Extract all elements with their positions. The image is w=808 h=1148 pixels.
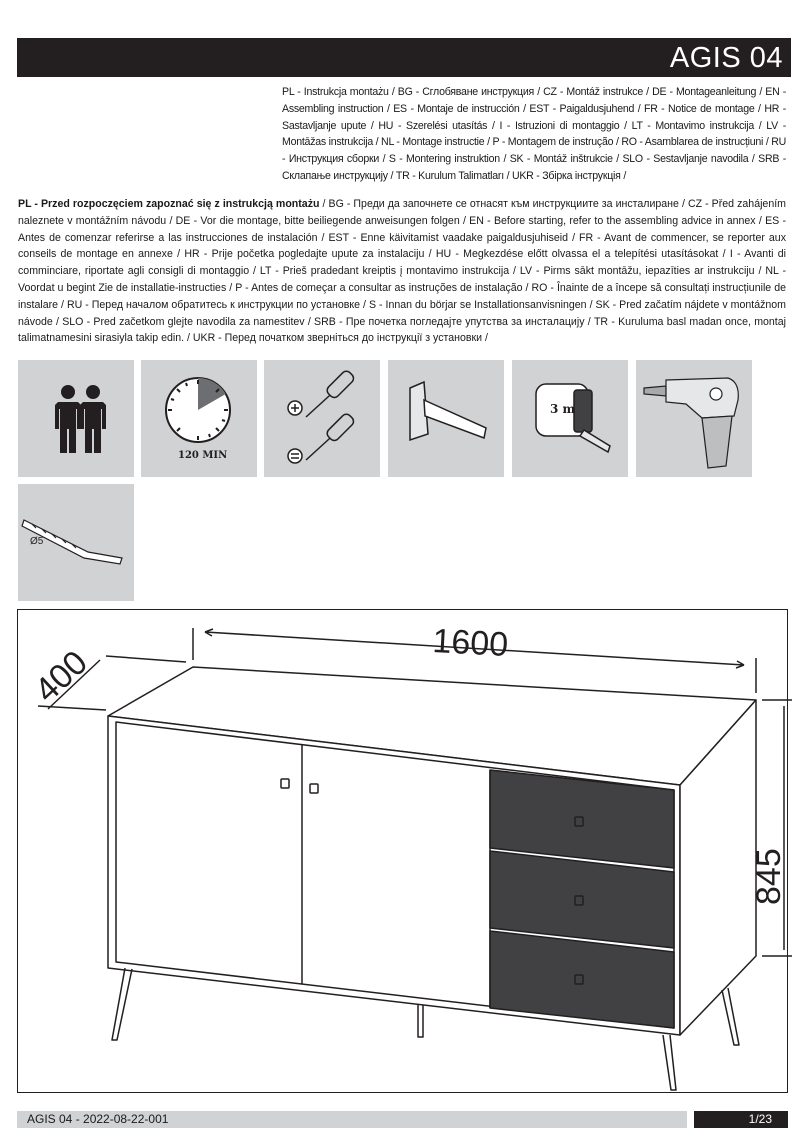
footer-doc-code-bar: [17, 1111, 687, 1128]
width-dimension: 1600: [431, 622, 510, 664]
drill-bit-label: Ø5: [30, 536, 44, 547]
height-dimension: 845: [750, 848, 788, 905]
intro-lead: PL - Przed rozpoczęciem zapoznać się z instrukcją montażu: [18, 198, 320, 210]
time-label: 120 MIN: [178, 450, 228, 461]
languages-list: PL - Instrukcja montażu / BG - Сглобяване инструкция / CZ - Montáž instrukce / DE - Montageanleitung / EN - Assembling instruction / ES - Montaje de instrucción / EST - Paigaldusjuhend / FR - Notice de montage / HR - Sastavljanje upute / HU - Szerelési utasítás / I - Istruzioni di montaggio / LT - Montavimo instrukcija / LV - Montāžas instrukcija / NL - Montage instructie / P - Montagem de instrução / RO - Asamblarea de instrucțiuni / RU - Инструкция сборки / S - Montering instruktion / SK - Montáž inštrukcie / SLO - Sestavljanje navodila / SRB - Склапање инструкцију / TR - Kurulum Talimatları / UKR - Збірка інструкція /: [282, 86, 787, 182]
depth-dimension: 400: [27, 643, 95, 710]
footer-doc-code: AGIS 04 - 2022-08-22-001: [27, 1112, 169, 1126]
page-number: 1/23: [748, 1112, 772, 1126]
tape-label: 3 m: [550, 402, 576, 416]
document-title: AGIS 04: [669, 42, 783, 74]
intro-rest: / BG - Преди да започнете се отнасят към инструкциите за инсталиране / CZ - Před zahájením naleznete v montážním návodu / DE - Vor die montage, bitte beiliegende anweisungen folgen / EN - Before starting, refer to the assembling advice in annex / ES - Antes de comenzar referirse a las instrucciones de instalación / EST - Enne käivitamist vaadake paigaldusjuhiseid / FR - Avant de commencer, se reporter aux conseils de montage en annexe / HR - Prije početka pogledajte upute za instalaciju / HU - Megkezdése előtt olvassa el a telepítési utasításokat / I - Avanti di comminciare, riportate agli consigli di montaggio / LT - Prieš pradedant kreiptis į montavimo instrukcija / LV - Pirms sākt montāžu, iepazīties ar instrukciju / NL - Voordat u begint Zie de installatie-instructies / P - Antes de começar a consultar as instruções de instalação / RO - Înainte de a începe să consultați instrucțiunile de instalare / RU - Перед началом обратитесь к инструкции по установке / S - Innan du börjar se Installationsanvisningen / SK - Pred začatím nájdete v montážnom návode / SLO - Pred začetkom glejte navodila za namestitev / SRB - Пре почетка погледајте упутства за инсталацију / TR - Kuruluma basl madan once, montaj talimatnamesini sirasiyla takip edin. / UKR - Перед початком зверніться до інструкції з установки /: [18, 198, 786, 345]
footer-page-bar: [694, 1111, 788, 1128]
